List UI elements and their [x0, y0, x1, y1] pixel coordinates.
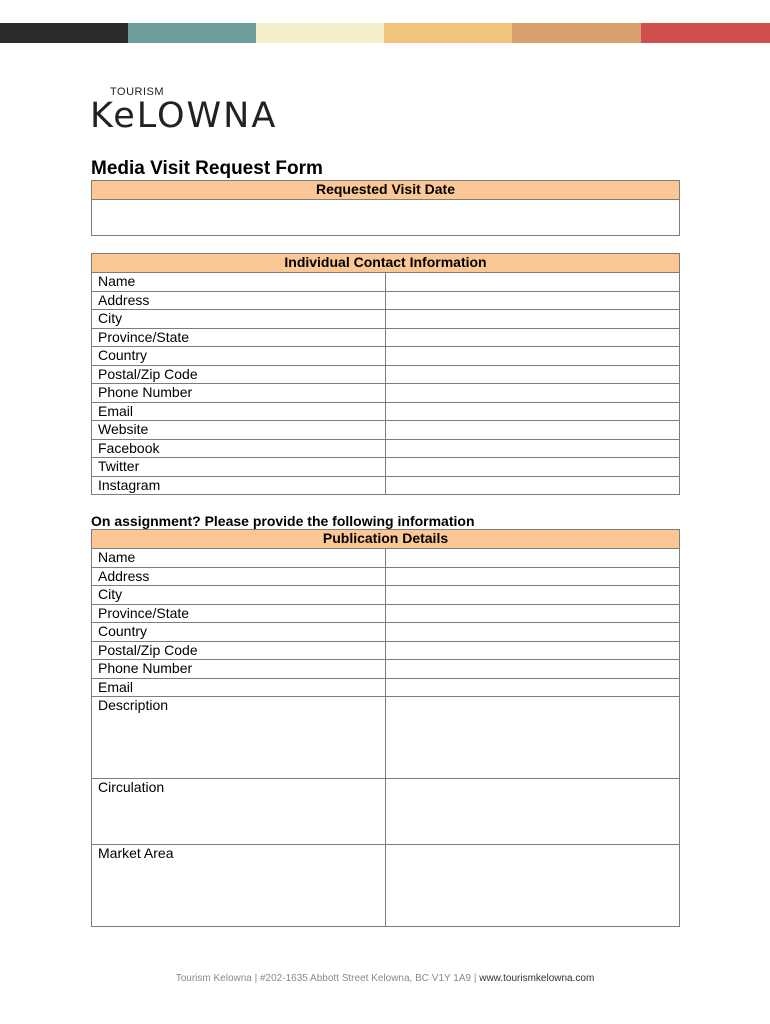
- publication-field-description[interactable]: [386, 697, 680, 779]
- stripe-segment-2: [128, 23, 256, 43]
- publication-label-postal-zip-code: Postal/Zip Code: [92, 641, 386, 660]
- publication-row: [92, 623, 680, 642]
- contact-field-country[interactable]: [386, 347, 680, 366]
- contact-label-email: Email: [92, 402, 386, 421]
- contact-row: [92, 476, 680, 495]
- contact-label-phone-number: Phone Number: [92, 384, 386, 403]
- contact-field-facebook[interactable]: [386, 439, 680, 458]
- publication-row: [92, 660, 680, 679]
- contact-row: [92, 365, 680, 384]
- contact-row: [92, 439, 680, 458]
- publication-table: [91, 529, 680, 927]
- publication-label-circulation: Circulation: [92, 779, 386, 845]
- publication-field-country[interactable]: [386, 623, 680, 642]
- publication-label-phone-number: Phone Number: [92, 660, 386, 679]
- footer: [0, 973, 770, 984]
- publication-label-name: Name: [92, 549, 386, 568]
- contact-field-address[interactable]: [386, 291, 680, 310]
- contact-table: [91, 253, 680, 495]
- publication-row: [92, 697, 680, 779]
- contact-row: [92, 402, 680, 421]
- contact-label-city: City: [92, 310, 386, 329]
- publication-label-country: Country: [92, 623, 386, 642]
- publication-field-postal-zip-code[interactable]: [386, 641, 680, 660]
- publication-row: [92, 567, 680, 586]
- contact-field-email[interactable]: [386, 402, 680, 421]
- publication-field-email[interactable]: [386, 678, 680, 697]
- visit-date-field[interactable]: [92, 200, 680, 236]
- publication-field-market-area[interactable]: [386, 845, 680, 927]
- contact-label-website: Website: [92, 421, 386, 440]
- publication-field-name[interactable]: [386, 549, 680, 568]
- publication-header: Publication Details: [92, 530, 680, 549]
- form-title: Media Visit Request Form: [91, 158, 323, 179]
- contact-field-postal-zip-code[interactable]: [386, 365, 680, 384]
- footer-website-link[interactable]: www.tourismkelowna.com: [479, 973, 595, 984]
- contact-field-province-state[interactable]: [386, 328, 680, 347]
- visit-date-header: Requested Visit Date: [92, 181, 680, 200]
- publication-row: [92, 845, 680, 927]
- publication-label-province-state: Province/State: [92, 604, 386, 623]
- stripe-segment-1: [0, 23, 128, 43]
- contact-field-city[interactable]: [386, 310, 680, 329]
- contact-row: [92, 458, 680, 477]
- contact-row: [92, 291, 680, 310]
- contact-header: Individual Contact Information: [92, 254, 680, 273]
- contact-field-phone-number[interactable]: [386, 384, 680, 403]
- publication-row: [92, 779, 680, 845]
- publication-field-circulation[interactable]: [386, 779, 680, 845]
- assignment-prompt: On assignment? Please provide the following information: [91, 513, 475, 529]
- tourism-kelowna-logo: [90, 84, 278, 136]
- publication-row: [92, 604, 680, 623]
- stripe-segment-4: [384, 23, 512, 43]
- footer-address: Tourism Kelowna | #202-1635 Abbott Street Kelowna, BC V1Y 1A9 |: [175, 973, 480, 984]
- logo-top-word: TOURISM: [110, 86, 165, 98]
- contact-label-twitter: Twitter: [92, 458, 386, 477]
- stripe-segment-5: [512, 23, 641, 43]
- publication-row: [92, 641, 680, 660]
- publication-field-phone-number[interactable]: [386, 660, 680, 679]
- contact-field-name[interactable]: [386, 273, 680, 292]
- publication-field-city[interactable]: [386, 586, 680, 605]
- publication-row: [92, 678, 680, 697]
- publication-field-province-state[interactable]: [386, 604, 680, 623]
- publication-row: [92, 586, 680, 605]
- contact-label-name: Name: [92, 273, 386, 292]
- publication-label-email: Email: [92, 678, 386, 697]
- contact-field-instagram[interactable]: [386, 476, 680, 495]
- contact-row: [92, 310, 680, 329]
- publication-label-market-area: Market Area: [92, 845, 386, 927]
- publication-label-city: City: [92, 586, 386, 605]
- contact-row: [92, 347, 680, 366]
- publication-label-description: Description: [92, 697, 386, 779]
- contact-field-website[interactable]: [386, 421, 680, 440]
- publication-field-address[interactable]: [386, 567, 680, 586]
- stripe-segment-3: [256, 23, 384, 43]
- publication-row: [92, 549, 680, 568]
- contact-label-address: Address: [92, 291, 386, 310]
- visit-date-table: [91, 180, 680, 236]
- contact-label-instagram: Instagram: [92, 476, 386, 495]
- contact-label-postal-zip-code: Postal/Zip Code: [92, 365, 386, 384]
- contact-row: [92, 421, 680, 440]
- stripe-segment-6: [641, 23, 770, 43]
- contact-row: [92, 328, 680, 347]
- contact-label-country: Country: [92, 347, 386, 366]
- contact-field-twitter[interactable]: [386, 458, 680, 477]
- publication-label-address: Address: [92, 567, 386, 586]
- logo-main-word: KeLOWNA: [90, 96, 278, 136]
- contact-label-facebook: Facebook: [92, 439, 386, 458]
- contact-row: [92, 273, 680, 292]
- contact-label-province-state: Province/State: [92, 328, 386, 347]
- contact-row: [92, 384, 680, 403]
